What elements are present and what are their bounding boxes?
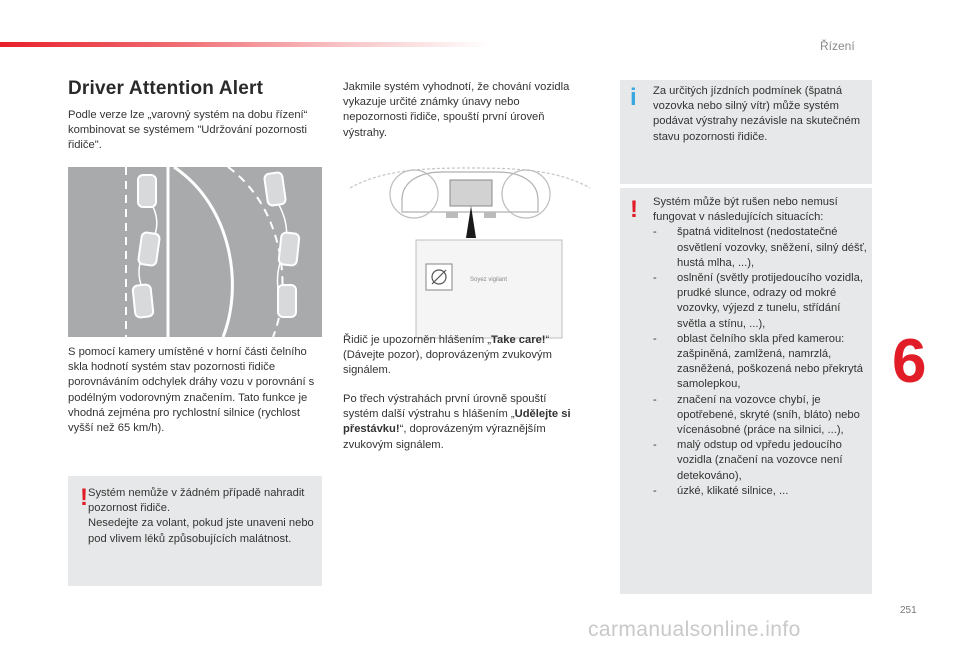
header-accent-bar [0, 42, 490, 47]
list-item: - špatná viditelnost (nedostatečné osvětlení vozovky, sněžení, silný déšť, hustá mlha, ...), [653, 226, 867, 269]
info-box [620, 80, 872, 184]
take-care-suffix: “ (Dávejte pozor), doprovázeným zvukovým signálem. [343, 334, 552, 377]
list-item: - malý odstup od vpředu jedoucího vozidla (značení na vozovce není detekováno), [653, 439, 843, 482]
warning-icon: ! [630, 196, 638, 223]
list-item: - úzké, klikaté silnice, ... [653, 484, 789, 497]
break-suffix: “, doprovázeným výraznějším zvukovým signálem. [343, 423, 546, 451]
list-item: - oslnění (světly protijedoucího vozidla, prudké slunce, odrazy od mokré vozovky, výjezd z tunelu, střídání světla a stínu, ...), [653, 272, 863, 330]
disturbance-list [653, 225, 868, 499]
info-icon: i [630, 84, 637, 111]
take-care-message: Take care! [491, 334, 546, 346]
list-item: - značení na vozovce chybí, je opotřebené, skryté (sníh, bláto) nebo vícenásobné (práce na silnici, ...), [653, 393, 860, 437]
intro-paragraph: Podle verze lze „varovný systém na dobu řízení“ kombinovat se systémem "Udržování pozornosti řidiče". [68, 109, 308, 152]
first-level-paragraph: Jakmile systém vyhodnotí, že chování vozidla vykazuje určité známky únavy nebo nepozornosti řidiče, spouští první úroveň výstrahy. [343, 81, 570, 139]
warning-icon: ! [80, 484, 88, 511]
break-prefix: Po třech výstrahách první úrovně spouští systém další výstrahu s hlášením „ [343, 393, 547, 421]
disturbance-box [620, 188, 872, 594]
take-care-prefix: Řidič je upozorněn hlášením „ [343, 334, 491, 346]
warning-box-replacement [68, 476, 322, 586]
camera-paragraph: S pomocí kamery umístěné v horní části čelního skla hodnotí systém stav pozornosti řidiče porovnáváním odchylek dráhy vozu v porovnání s podélným vodorovným značením. Tato funkce je vhodná zejména pro rychlostní silnice (rychlost vyšší než 65 km/h). [68, 346, 315, 435]
warning-line-2: Nesedejte za volant, pokud jste unaveni nebo pod vlivem léků způsobujících malátnost. [88, 517, 314, 545]
dashboard-display-illustration [342, 160, 598, 342]
disturbance-content [653, 195, 868, 499]
break-paragraph [343, 392, 583, 453]
disturbance-intro: Systém může být rušen nebo nemusí fungovat v následujících situacích: [653, 196, 838, 224]
warning-text [88, 486, 318, 547]
break-message: Udělejte si přestávku! [343, 408, 571, 436]
info-text: Za určitých jízdních podmínek (špatná vozovka nebo silný vítr) může systém podávat výstrahy nezávisle na skutečném stavu pozornosti řidiče. [653, 85, 861, 143]
page-title: Driver Attention Alert [68, 78, 264, 99]
section-title: Řízení [820, 39, 855, 53]
watermark: carmanualsonline.info [588, 618, 801, 641]
display-message-text: Soyez vigilant [470, 277, 508, 283]
warning-line-1: Systém nemůže v žádném případě nahradit pozornost řidiče. [88, 487, 305, 515]
page-number: 251 [900, 605, 917, 616]
lane-drift-illustration [68, 167, 322, 337]
chapter-number: 6 [892, 327, 927, 396]
list-item: - oblast čelního skla před kamerou: zašpiněná, zamlžená, namrzlá, zasněžená, poškozená nebo překrytá samolepkou, [653, 332, 863, 391]
take-care-paragraph [343, 333, 583, 379]
